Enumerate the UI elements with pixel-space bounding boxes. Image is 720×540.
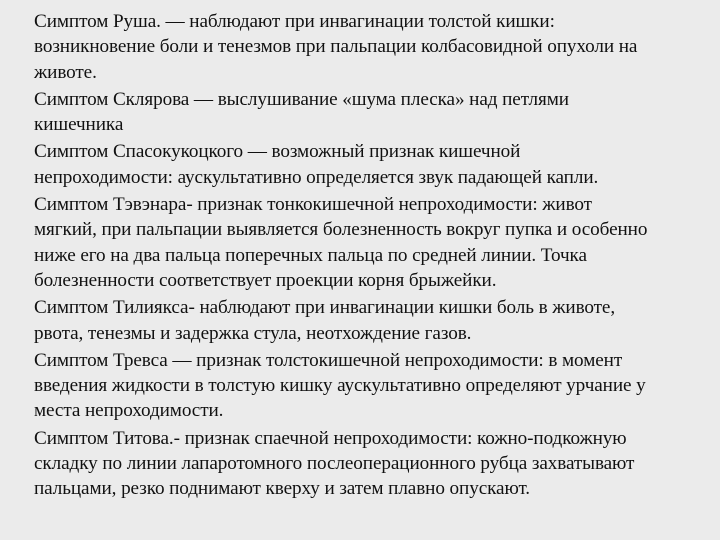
text-line: Симптом Тэвэнара- признак тонкокишечной непроходимости: живот: [34, 194, 592, 216]
text-line: пальцами, резко поднимают кверху и затем плавно опускают.: [34, 478, 530, 500]
paragraph-spasokukotsky-symptom: [34, 139, 700, 190]
text-line: животе.: [34, 61, 97, 83]
text-line: Симптом Тилиякса- наблюдают при инвагинации кишки боль в животе,: [34, 297, 616, 319]
text-line: ниже его на два пальца поперечных пальца по средней линии. Точка: [34, 244, 587, 266]
paragraph-titov-symptom: [34, 426, 700, 502]
text-line: Симптом Тревса — признак толстокишечной непроходимости: в момент: [34, 349, 623, 371]
text-line: введения жидкости в толстую кишку аускультативно определяют урчание у: [34, 375, 646, 397]
paragraph-rusha-symptom: [34, 9, 700, 85]
text-line: мягкий, при пальпации выявляется болезненность вокруг пупка и особенно: [34, 219, 648, 241]
text-line: складку по линии лапаротомного послеоперационного рубца захватывают: [34, 453, 635, 475]
text-line: кишечника: [34, 114, 124, 136]
text-line: непроходимости: аускультативно определяется звук падающей капли.: [34, 166, 599, 188]
text-line: возникновение боли и тенезмов при пальпации колбасовидной опухоли на: [34, 36, 638, 58]
paragraph-tiliyaks-symptom: [34, 295, 700, 346]
text-line: рвота, тенезмы и задержка стула, неотхождение газов.: [34, 322, 472, 344]
paragraph-tevenar-symptom: [34, 192, 700, 293]
text-line: болезненности соответствует проекции корня брыжейки.: [34, 269, 497, 291]
text-line: Симптом Руша. — наблюдают при инвагинации толстой кишки:: [34, 11, 555, 32]
text-line: Симптом Титова.- признак спаечной непроходимости: кожно-подкожную: [34, 427, 627, 449]
text-line: Симптом Склярова — выслушивание «шума плеска» над петлями: [34, 88, 569, 110]
paragraph-sklyarov-symptom: [34, 87, 700, 138]
text-line: Симптом Спасокукоцкого — возможный признак кишечной: [34, 141, 521, 163]
paragraph-treves-symptom: [34, 348, 700, 424]
text-line: места непроходимости.: [34, 400, 224, 422]
